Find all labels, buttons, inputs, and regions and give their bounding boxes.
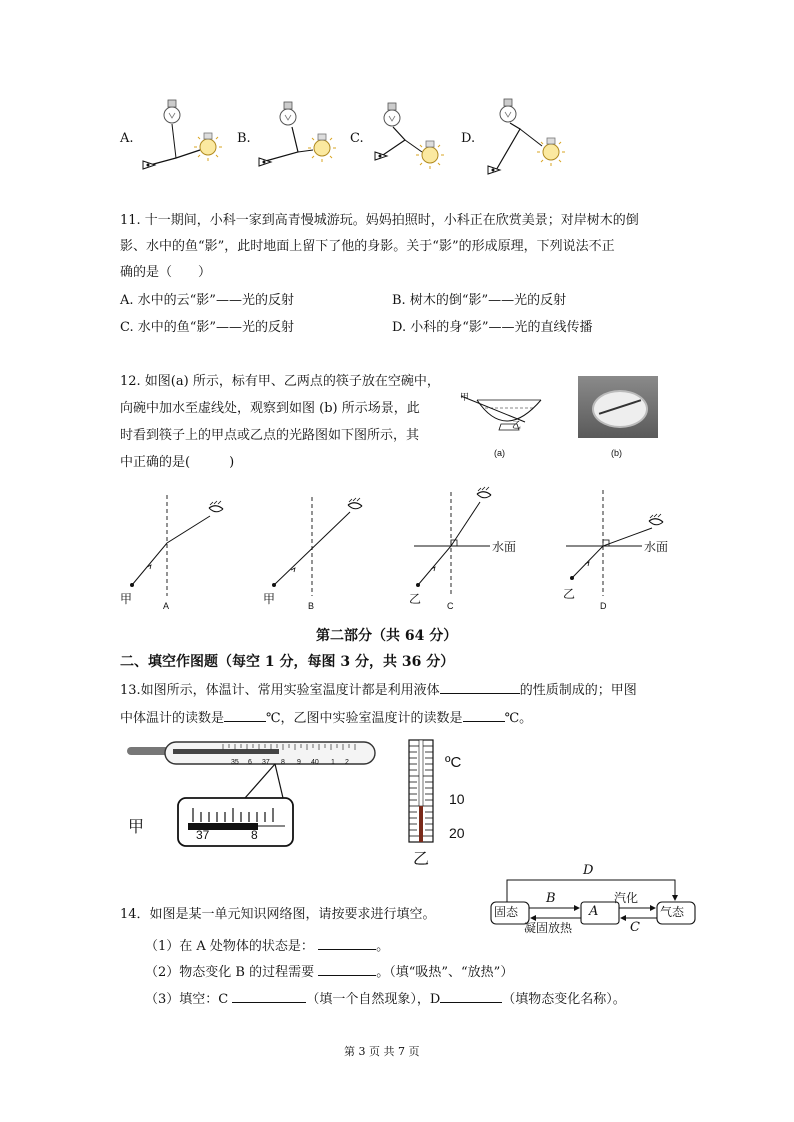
q12-line-4: 中正确的是( ) bbox=[120, 455, 235, 470]
q12-c-point-label: 乙 bbox=[409, 592, 422, 606]
thermo-scale-8: 8 bbox=[281, 759, 285, 766]
q14-sub-2-text-a: （2）物态变化 B 的过程需要 bbox=[145, 965, 315, 980]
q12-figure-b-caption: (b) bbox=[611, 448, 622, 458]
q13-line-2-text-a: 中体温计的读数是 bbox=[120, 711, 225, 726]
q11-line-3: 确的是（ ） bbox=[120, 265, 212, 280]
q14-blank-1[interactable] bbox=[318, 936, 376, 950]
q14-node-gas: 气态 bbox=[660, 905, 685, 919]
q13-line-1-text-a: 13.如图所示，体温计、常用实验室温度计都是利用液体 bbox=[120, 683, 440, 698]
q14-node-solid: 固态 bbox=[494, 905, 519, 919]
q14-blank-4[interactable] bbox=[440, 989, 502, 1003]
q14-line-1: 14．如图是某一单元知识网络图，请按要求进行填空。 bbox=[120, 907, 436, 922]
thermo-scale-40: 40 bbox=[311, 759, 319, 766]
thermo-scale-1: 1 bbox=[331, 759, 335, 766]
q14-node-a: A bbox=[589, 904, 599, 919]
q12-d-water-surface-label: 水面 bbox=[644, 540, 669, 554]
q13-line-1-text-b: 的性质制成的；甲图 bbox=[519, 683, 637, 698]
thermo-scale-9: 9 bbox=[297, 759, 301, 766]
q13-zoom-label-37: 37 bbox=[196, 828, 210, 842]
q13-line-2-text-c: ℃。 bbox=[504, 711, 533, 726]
q11-option-c: C. 水中的鱼“影”——光的反射 bbox=[120, 320, 295, 335]
q11-line-1: 11. 十一期间，小科一家到高青慢城游玩。妈妈拍照时，小科正在欣赏美景；对岸树木的倒 bbox=[120, 213, 639, 228]
q12-line-1: 12. 如图(a) 所示，标有甲、乙两点的筷子放在空碗中， bbox=[120, 374, 440, 389]
thermo-scale-37: 37 bbox=[262, 759, 270, 766]
q13-line-2-text-b: ℃，乙图中实验室温度计的读数是 bbox=[266, 711, 463, 726]
q14-label-d: D bbox=[583, 863, 594, 878]
q13-blank-3[interactable] bbox=[463, 708, 505, 722]
q12-a-letter: A bbox=[163, 601, 170, 611]
q14-sub-3-text-c: （填物态变化名称）。 bbox=[502, 992, 626, 1007]
q12-figure-a-caption: (a) bbox=[494, 448, 505, 458]
q14-sub-2 bbox=[145, 962, 513, 982]
q12-d-letter: D bbox=[600, 601, 607, 611]
q12-c-water-surface-label: 水面 bbox=[492, 540, 517, 554]
q12-d-eye-icon bbox=[649, 514, 663, 525]
q14-sub-1-text-a: （1）在 A 处物体的状态是： bbox=[145, 939, 314, 954]
q12-a-eye-icon bbox=[209, 501, 223, 512]
q14-blank-2[interactable] bbox=[318, 962, 376, 976]
thermo-scale-6: 6 bbox=[248, 759, 252, 766]
q12-line-3: 时看到筷子上的甲点或乙点的光路图如下图所示，其 bbox=[120, 428, 420, 443]
q12-c-eye-icon bbox=[477, 487, 491, 498]
q13-blank-1[interactable] bbox=[440, 680, 520, 694]
q14-sub-1 bbox=[145, 936, 389, 956]
q14-label-b: B bbox=[546, 891, 556, 906]
q11-option-d: D. 小科的身“影”——光的直线传播 bbox=[392, 320, 593, 335]
q14-sub-1-text-b: 。 bbox=[376, 939, 390, 954]
q12-c-letter: C bbox=[447, 601, 454, 611]
q13-lab-tick-10: 10 bbox=[449, 791, 465, 807]
q13-blank-2[interactable] bbox=[224, 708, 266, 722]
thermo-scale-2: 2 bbox=[345, 759, 349, 766]
q14-label-vaporize: 汽化 bbox=[614, 891, 639, 905]
q14-sub-3 bbox=[145, 989, 626, 1009]
q13-label-yi: 乙 bbox=[413, 849, 430, 868]
section-heading: 二、填空作图题（每空 1 分，每图 3 分，共 36 分） bbox=[120, 654, 455, 670]
q12-b-point-label: 甲 bbox=[263, 592, 276, 606]
q12-line-2: 向碗中加水至虚线处，观察到如图 (b) 所示场景，此 bbox=[120, 401, 420, 416]
q14-sub-3-text-b: （填一个自然现象），D bbox=[306, 992, 441, 1007]
thermo-scale-35: 35 bbox=[231, 759, 239, 766]
q10-option-a-label: A. bbox=[120, 131, 134, 146]
part2-title: 第二部分（共 64 分） bbox=[316, 628, 458, 644]
q11-line-2: 影、水中的鱼“影”，此时地面上留下了他的身影。关于“影”的形成原理，下列说法不正 bbox=[120, 239, 615, 254]
q11-option-a: A. 水中的云“影”——光的反射 bbox=[120, 293, 294, 308]
q11-option-b: B. 树木的倒“影”——光的反射 bbox=[392, 293, 567, 308]
q10-option-c-label: C. bbox=[350, 131, 364, 146]
q13-lab-tick-20: 20 bbox=[449, 825, 465, 841]
q14-label-c: C bbox=[630, 920, 640, 935]
q12-d-point-label: 乙 bbox=[563, 587, 576, 601]
q14-sub-2-text-b: 。（填“吸热”、“放热”） bbox=[376, 965, 514, 980]
q12-bowl-label-jia: 甲 bbox=[460, 392, 470, 402]
q13-line-2 bbox=[120, 708, 532, 728]
q13-label-jia: 甲 bbox=[128, 817, 145, 836]
q13-zoom-label-8: 8 bbox=[251, 828, 258, 842]
q13-lab-unit: ºC bbox=[445, 754, 462, 771]
q10-option-d-label: D. bbox=[461, 131, 476, 146]
q14-sub-3-text-a: （3）填空：C bbox=[145, 992, 229, 1007]
q12-bowl-label-yi: 乙 bbox=[512, 420, 522, 430]
q14-label-freeze: 凝固放热 bbox=[524, 921, 573, 935]
page-footer: 第 3 页 共 7 页 bbox=[344, 1045, 420, 1058]
q10-option-b-label: B. bbox=[237, 131, 251, 146]
q13-line-1 bbox=[120, 680, 637, 700]
q12-a-point-label: 甲 bbox=[120, 592, 133, 606]
q14-blank-3[interactable] bbox=[232, 989, 306, 1003]
q12-b-letter: B bbox=[308, 601, 315, 611]
q12-b-eye-icon bbox=[348, 498, 362, 509]
